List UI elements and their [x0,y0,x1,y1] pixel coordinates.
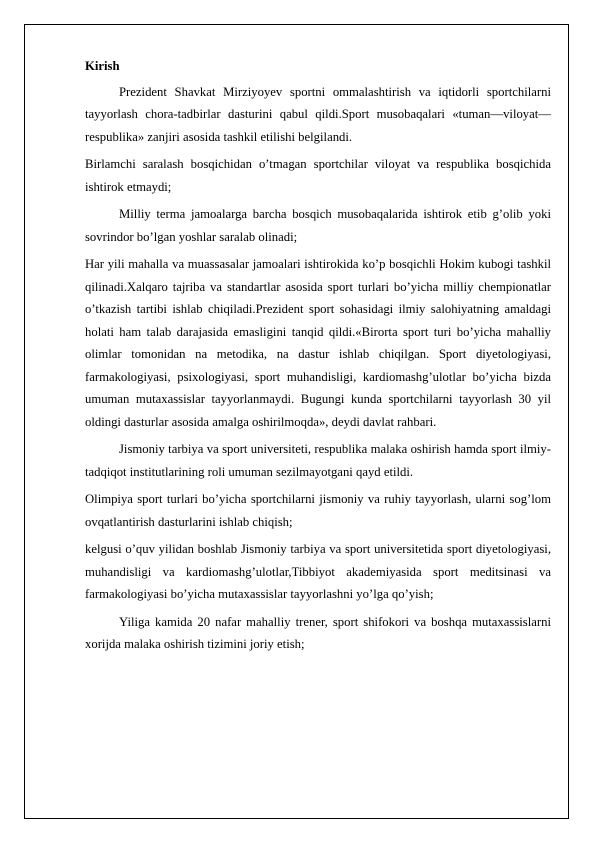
paragraph: kelgusi o’quv yilidan boshlab Jismoniy tarbiya va sport universitetida sport diyetologiyasi, muhandisligi va kardiomashg’ulotlar,Tibbiyot akademiyasida sport meditsinasi va farmakologiyasi bo’yicha mutaxassislar tayyorlashni yo’lga qo’yish; [85,542,551,601]
paragraph: Olimpiya sport turlari bo’yicha sportchilarni jismoniy va ruhiy tayyorlash, ularni sog’lom ovqatlantirish dasturlarini ishlab chiqish; [85,492,551,529]
section-heading: Kirish [85,59,120,73]
paragraph: Har yili mahalla va muassasalar jamoalari ishtirokida ko’p bosqichli Hokim kubogi tashkil qilinadi.Xalqaro tajriba va standartlar asosida sport turlari bo’yicha milliy chempionatlar o’tkazish tartibi ishlab chiqiladi.Prezident sport sohasidagi ilmiy salohiyatning amaldagi holati ham talab darajasida emasligini tanqid qildi.«Birorta sport turi bo’yicha mahalliy olimlar tomonidan na metodika, na dastur ishlab chiqilgan. Sport diyetologiyasi, farmakologiyasi, psixologiyasi, sport muhandisligi, kardiomashg’ulotlar bo’yicha bizda umuman mutaxassislar tayyorlanmaydi. Bugungi kunda sportchilarni tayyorlash 30 yil oldingi dasturlar asosida amalga oshirilmoqda», deydi davlat rahbari. [85,257,551,429]
paragraph: Prezident Shavkat Mirziyoyev sportni ommalashtirish va iqtidorli sportchilarni tayyorlash chora-tadbirlar dasturini qabul qildi.Sport musobaqalari «tuman—viloyat—respublika» zanjiri asosida tashkil etilishi belgilandi. [85,84,551,144]
document-body [85,55,551,661]
paragraph: Milliy terma jamoalarga barcha bosqich musobaqalarida ishtirok etib g’olib yoki sovrindor bo’lgan yoshlar saralab olinadi; [85,207,551,244]
paragraph: Yiliga kamida 20 nafar mahalliy trener, sport shifokori va boshqa mutaxassislarni xorijda malaka oshirish tizimini joriy etish; [85,614,551,651]
paragraph: Jismoniy tarbiya va sport universiteti, respublika malaka oshirish hamda sport ilmiy-tadqiqot institutlarining roli umuman sezilmayotgani qayd etildi. [85,442,551,479]
paragraph: Birlamchi saralash bosqichidan o’tmagan sportchilar viloyat va respublika bosqichida ishtirok etmaydi; [85,157,551,194]
